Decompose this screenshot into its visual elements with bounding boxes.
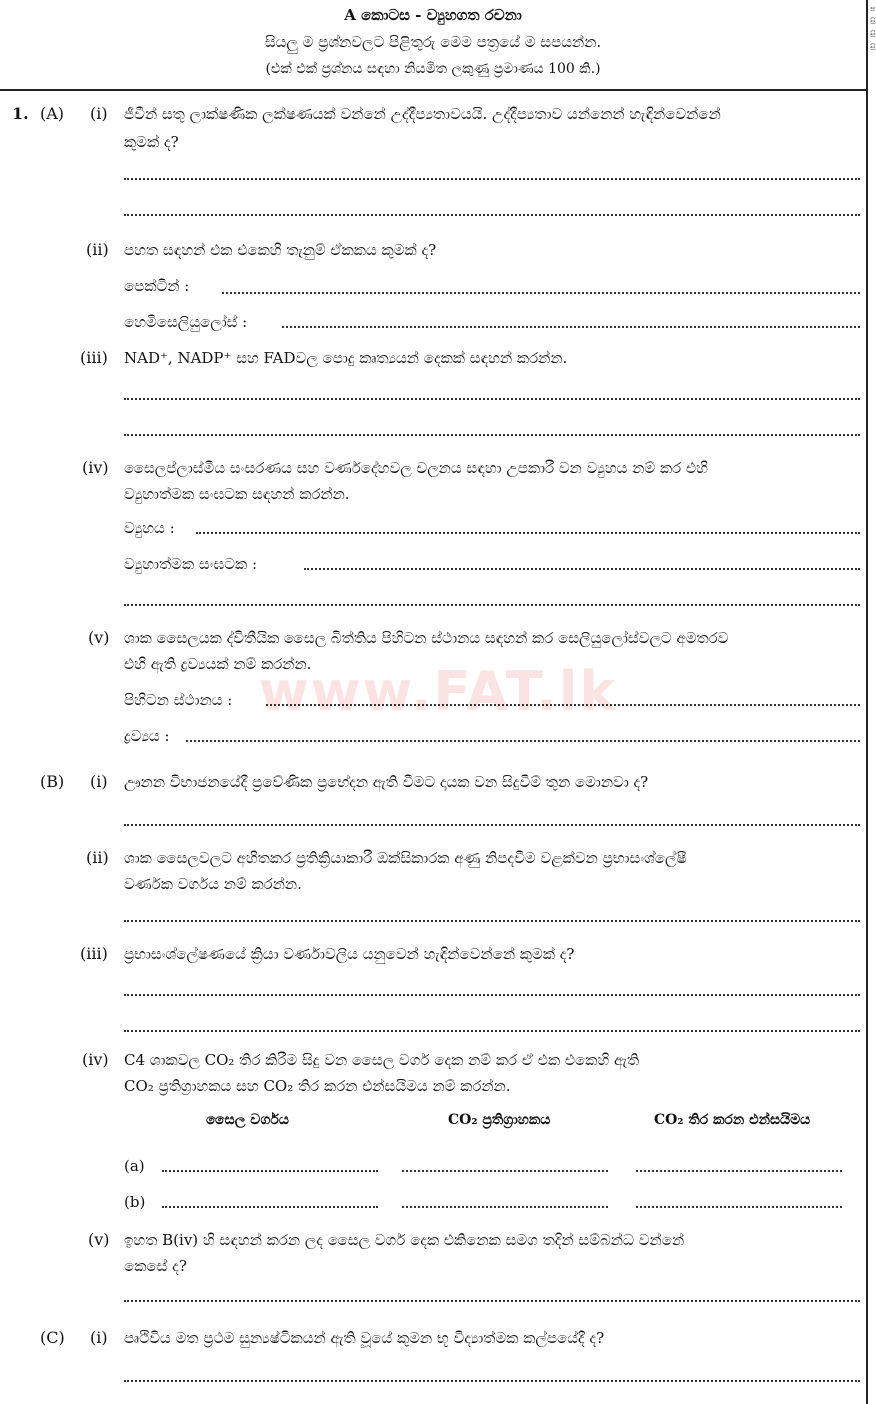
b-v-label: (v) (88, 1230, 110, 1249)
row-b-enzyme-line[interactable] (636, 1206, 842, 1208)
answer-line[interactable] (124, 1300, 860, 1302)
a-iii-text-line1: NAD⁺, NADP⁺ සහ FADවල පොදු කෘත්‍යයන් දෙකක් සඳහන් කරන්න. (124, 349, 568, 367)
answer-line[interactable] (124, 398, 860, 400)
col-cell-type: සෛල වර්ගය (206, 1112, 289, 1128)
hemicellulose-label: හෙමිසෙලියුලෝස් : (124, 313, 248, 331)
b-iii-label: (iii) (80, 944, 108, 963)
pectin-answer-line[interactable] (222, 292, 860, 294)
location-label: පිහිටන ස්ථානය : (124, 691, 233, 709)
watermark: www.FAT.lk (258, 660, 618, 723)
row-b-cell-type-line[interactable] (162, 1206, 378, 1208)
a-v-text-line2: එහි ඇති ද්‍රව්‍යයක් නම් කරන්න. (124, 655, 312, 673)
answer-line[interactable] (124, 434, 860, 436)
components-answer-line[interactable] (304, 568, 860, 570)
components-label: ව්‍යුහාත්මක සංඝටක : (124, 555, 258, 573)
row-a-acceptor-line[interactable] (402, 1170, 608, 1172)
header-divider (0, 89, 866, 91)
b-ii-text-line1: ශාක සෛලවලට අහිතකර ප්‍රතික්‍රියාකාරී ඔක්සිකාරක අණු නිපදවීම වළක්වන ප්‍රභාසංශ්ලේෂී (124, 849, 687, 867)
a-ii-label: (ii) (86, 240, 109, 259)
col-co2-acceptor: CO₂ ප්‍රතිග්‍රාහකය (448, 1112, 551, 1128)
substance-label: ද්‍රව්‍යය : (124, 727, 170, 745)
a-v-text-line1: ශාක සෛලයක ද්විතීයික සෛල බිත්තිය පිහිටන ස්ථානය සඳහන් කර සෙලියුලෝස්වලට අමතරව (124, 629, 729, 647)
part-a-label: (A) (40, 104, 65, 123)
c-i-text-line1: පෘථිවිය මත ප්‍රථම සුන්‍යෂ්ටිකයන් ඇති වූයේ කුමන භූ විද්‍යාත්මක කල්පයේදී ද? (124, 1329, 605, 1347)
answer-line[interactable] (124, 1380, 860, 1382)
substance-answer-line[interactable] (186, 740, 860, 742)
a-i-text-line1: ජීවීන් සතු ලාක්ෂණික ලක්ෂණයක් වන්නේ උද්දීප්‍යතාවයයි. උද්දීප්‍යතාව යන්නෙන් හැඳින්වෙන්නේ (124, 105, 721, 123)
a-i-text-line2: කුමක් ද? (124, 133, 179, 151)
hemicellulose-answer-line[interactable] (282, 326, 860, 328)
b-i-label: (i) (90, 772, 108, 791)
a-iv-text-line1: සෛලප්ලාස්මීය සංසරණය සහ වර්ණදේහවල චලනය සඳහා උපකාරී වන ව්‍යුහය නම් කර එහි (124, 459, 708, 477)
instruction-text: සියලු ම ප්‍රශ්නවලට පිළිතුරු මෙම පත්‍රයේ ම සපයන්න. (264, 33, 602, 51)
answer-line[interactable] (124, 1030, 860, 1032)
structure-label: ව්‍යුහය : (124, 519, 175, 537)
c-i-label: (i) (90, 1328, 108, 1347)
a-iv-text-line2: ව්‍යුහාත්මක සංඝටක සඳහන් කරන්න. (124, 485, 350, 503)
col-co2-enzyme: CO₂ තිර කරන එන්සයිමය (654, 1112, 811, 1128)
margin-marks: ප සි සි සි (870, 4, 876, 52)
b-ii-label: (ii) (86, 848, 109, 867)
answer-line[interactable] (124, 920, 860, 922)
part-b-label: (B) (40, 772, 65, 791)
question-number: 1. (12, 104, 29, 123)
structure-answer-line[interactable] (196, 532, 860, 534)
answer-line[interactable] (124, 178, 860, 180)
section-title: A කොටස - ව්‍යුහගත රචනා (344, 6, 522, 24)
row-b-label: (b) (124, 1193, 146, 1211)
a-v-label: (v) (88, 628, 110, 647)
answer-line[interactable] (124, 604, 860, 606)
pectin-label: පෙක්ටින් : (124, 277, 190, 295)
location-answer-line[interactable] (266, 704, 860, 706)
answer-line[interactable] (124, 994, 860, 996)
b-ii-text-line2: වර්ණක වර්ගය නම් කරන්න. (124, 875, 302, 893)
a-iv-label: (iv) (82, 458, 109, 477)
part-c-label: (C) (40, 1328, 65, 1347)
b-v-text-line1: ඉහත B(iv) හි සඳහන් කරන ලද සෛල වර්ග දෙක එකිනෙක සමග තදින් සම්බන්ධ වන්නේ (124, 1231, 685, 1249)
b-iv-text-line1: C4 ශාකවල CO₂ තිර කිරීම සිදු වන සෛල වර්ග දෙක නම් කර ඒ එක එකෙහි ඇති (124, 1051, 640, 1069)
row-a-label: (a) (124, 1157, 145, 1175)
marks-note: (එක් එක් ප්‍රශ්නය සඳහා නියමිත ලකුණු ප්‍රමාණය 100 කි.) (265, 61, 601, 77)
b-v-text-line2: කෙසේ ද? (124, 1257, 187, 1275)
row-a-cell-type-line[interactable] (162, 1170, 378, 1172)
answer-line[interactable] (124, 214, 860, 216)
b-iv-label: (iv) (82, 1050, 109, 1069)
b-iii-text-line1: ප්‍රභාසංශ්ලේෂණයේ ක්‍රියා වර්ණාවලිය යනුවෙන් හැඳින්වෙන්නේ කුමක් ද? (124, 945, 575, 963)
b-iv-text-line2: CO₂ ප්‍රතිග්‍රාහකය සහ CO₂ තිර කරන එන්සයිමය නම් කරන්න. (124, 1077, 511, 1095)
a-i-label: (i) (90, 104, 108, 123)
a-ii-text-line1: පහත සඳහන් එක එකෙහි තැනුම් ඒකකය කුමක් ද? (124, 241, 437, 259)
row-a-enzyme-line[interactable] (636, 1170, 842, 1172)
b-i-text-line1: ඌනන විභාජනයේදී ප්‍රවේණික ප්‍රභේදන ඇති වීමට දායක වන සිදුවීම් තුන මොනවා ද? (124, 773, 649, 791)
row-b-acceptor-line[interactable] (402, 1206, 608, 1208)
a-iii-label: (iii) (80, 348, 108, 367)
page-border-right (866, 0, 868, 1404)
answer-line[interactable] (124, 824, 860, 826)
